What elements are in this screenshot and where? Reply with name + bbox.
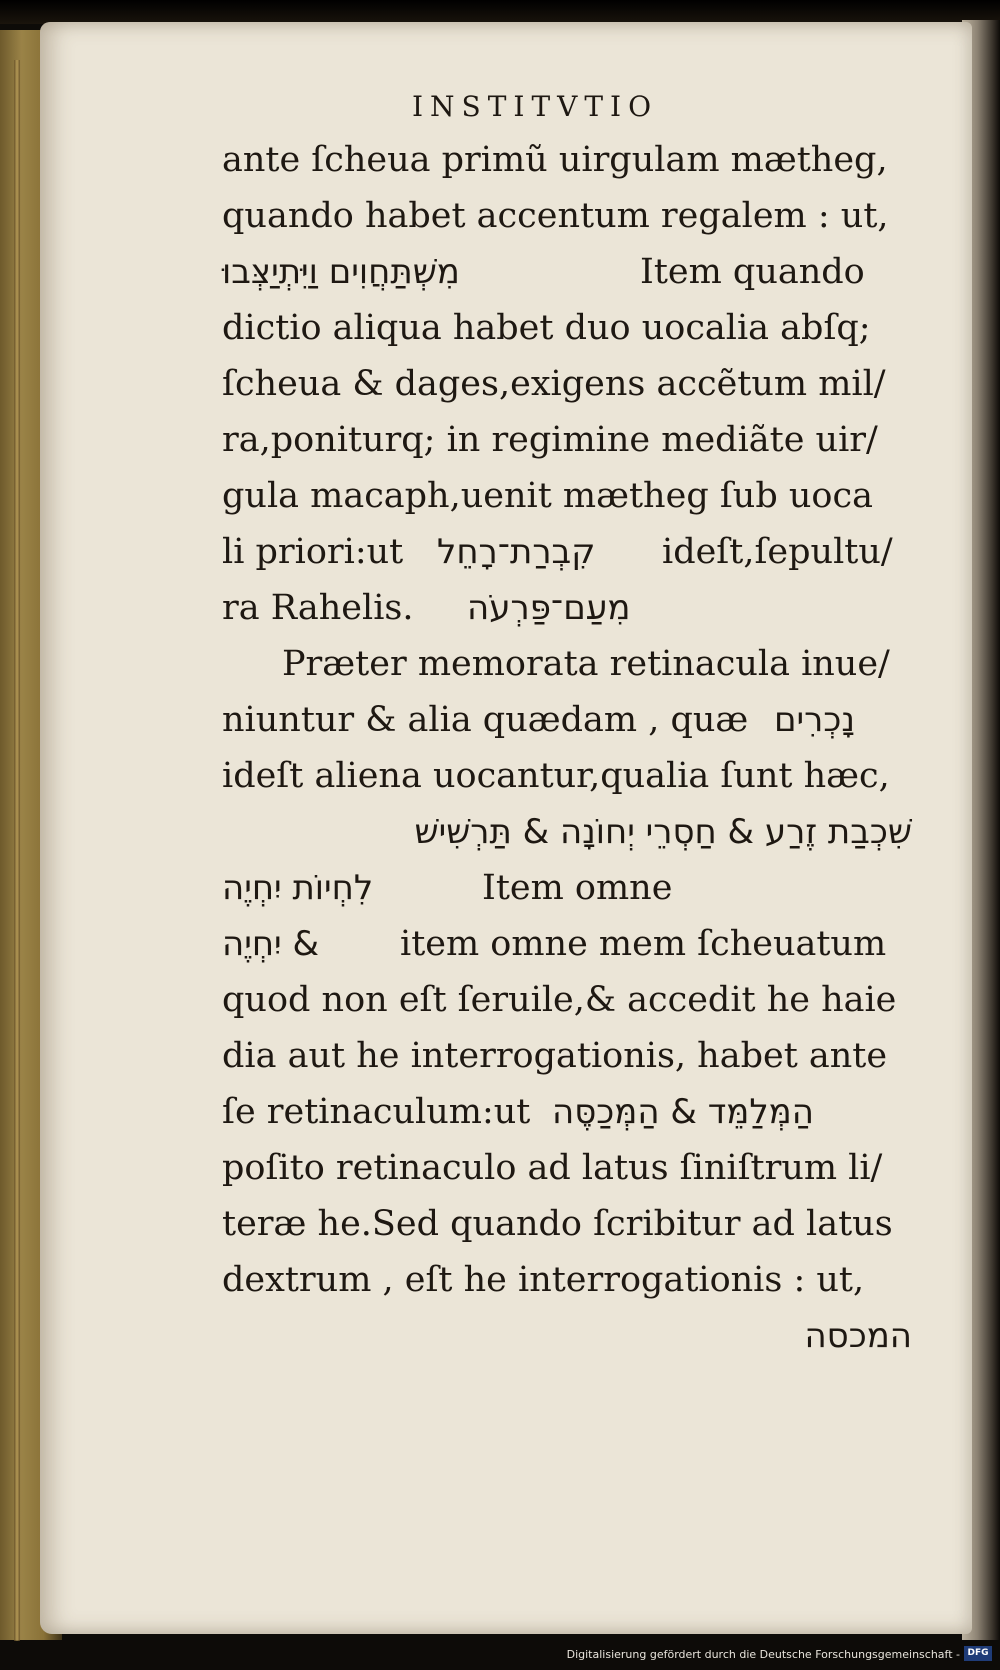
text-line-8 — [222, 524, 962, 580]
text-line-17: dia aut he interrogationis, habet ante — [222, 1036, 888, 1076]
hebrew-phrase: מִשְׁתַּחֲוִים וַיִּתְיַצְּבוּ — [222, 252, 460, 292]
latin-phrase: niuntur & alia quædam , quæ — [222, 700, 749, 740]
dfg-logo: DFG — [964, 1646, 992, 1661]
text-line-2: quando habet accentum regalem : ut, — [222, 196, 889, 236]
hebrew-phrase: הַמְּלַמֵּד & הַמְּכַסֶּה — [552, 1092, 814, 1132]
latin-phrase: ſe retinaculum:ut — [222, 1092, 531, 1132]
hebrew-phrase: קִבְרַת־רָחֵל — [437, 532, 596, 572]
latin-phrase: Item quando — [640, 252, 865, 292]
hebrew-phrase: נָכְרִים — [774, 700, 855, 740]
catchword: המכסה — [804, 1316, 912, 1356]
latin-phrase: item omne mem ſcheuatum — [400, 924, 887, 964]
text-line-13-hebrew: שִׁכְבַת זֶרַע & חַסְרֵי יְחוֹנָה & תַּרְשִׁישׁ — [414, 812, 912, 852]
latin-phrase: li priori:ut — [222, 532, 404, 572]
binding-gilt-strip — [14, 60, 20, 1660]
text-line-18 — [222, 1084, 962, 1140]
text-line-14 — [222, 860, 962, 916]
funding-credit-text: Digitalisierung gefördert durch die Deutsche Forschungsgemeinschaft - — [566, 1648, 960, 1661]
text-line-7: gula macaph,uenit mætheg ſub uoca — [222, 476, 873, 516]
text-line-3 — [222, 244, 962, 300]
text-line-16: quod non eſt ſeruile,& accedit he haie — [222, 980, 897, 1020]
digitization-footer — [0, 1641, 1000, 1670]
hebrew-phrase: לִחְיוֹת יִחְיֶה — [222, 868, 374, 908]
scan-top-shadow — [0, 0, 1000, 24]
hebrew-phrase: & יִחְיֶה — [222, 924, 319, 964]
text-line-1: ante ſcheua primũ uirgulam mætheg, — [222, 140, 888, 180]
text-line-4: dictio aliqua habet duo uocalia abſq; — [222, 308, 871, 348]
text-line-21: dextrum , eſt he interrogationis : ut, — [222, 1260, 865, 1300]
text-line-6: ra,poniturq; in regimine mediãte uir/ — [222, 420, 878, 460]
latin-phrase: ideſt,ſepultu/ — [662, 532, 893, 572]
hebrew-phrase: מִעַם־פַּרְעֹה — [467, 588, 631, 628]
text-line-19: poſito retinaculo ad latus ſiniſtrum li/ — [222, 1148, 883, 1188]
text-line-11 — [222, 692, 962, 748]
page-text-block — [222, 82, 962, 1364]
text-line-15 — [222, 916, 962, 972]
text-line-5: ſcheua & dages,exigens accẽtum mil/ — [222, 364, 886, 404]
text-line-10: Præter memorata retinacula inue/ — [282, 644, 890, 684]
text-line-20: teræ he.Sed quando ſcribitur ad latus — [222, 1204, 893, 1244]
latin-phrase: Item omne — [482, 868, 673, 908]
text-line-9 — [222, 580, 962, 636]
text-line-12: ideſt aliena uocantur,qualia ſunt hæc, — [222, 756, 890, 796]
running-head: INSTITVTIO — [412, 90, 659, 123]
latin-phrase: ra Rahelis. — [222, 588, 414, 628]
